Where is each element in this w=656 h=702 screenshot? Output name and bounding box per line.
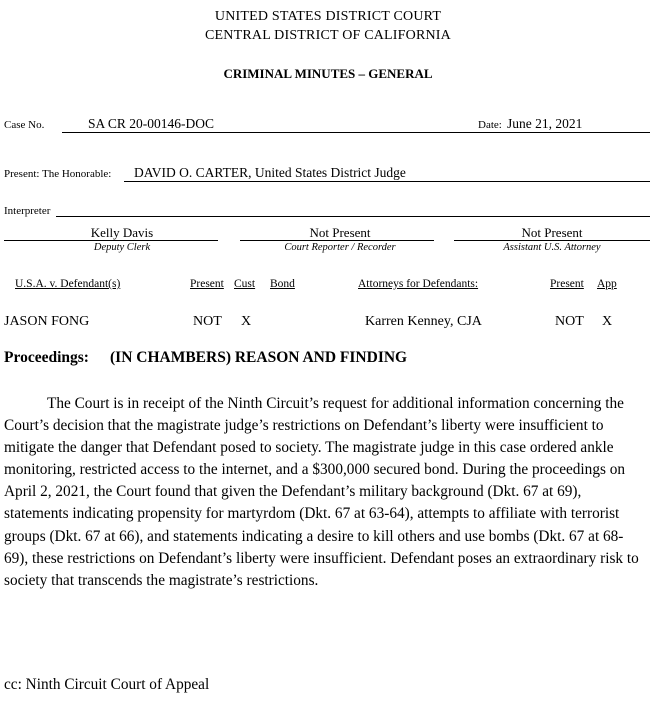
defendant-present: NOT (193, 314, 222, 329)
col-bond-header: Bond (270, 278, 295, 290)
col-attorneys-header: Attorneys for Defendants: (358, 278, 479, 290)
col-present-header: Present (190, 278, 224, 290)
cc-line: cc: Ninth Circuit Court of Appeal (4, 676, 210, 693)
minutes-title: CRIMINAL MINUTES – GENERAL (223, 66, 433, 81)
court-reporter-role: Court Reporter / Recorder (284, 242, 396, 253)
order-body-paragraph: The Court is in receipt of the Ninth Circuit’s request for additional information concerning the Court’s decision that the magistrate judge’s restrictions on Defendant’s liberty were insufficient to mitigate the danger that Defendant posed to society. The magistrate judge in this case ordered ankle monitoring, restricted access to the internet, and a $300,000 secured bond. During the proceedings on April 2, 2021, the Court found that given the Defendant’s military background (Dkt. 67 at 69), statements indicating propensity for martyrdom (Dkt. 67 at 63-64), attempts to affiliate with terrorist groups (Dkt. 67 at 66), and statements indicating a desire to kill others and use bombs (Dkt. 67 at 68-69), these restrictions on Defendant’s liberty were insufficient. Defendant poses an extraordinary risk to society that transcends the magistrate’s restrictions. (4, 395, 639, 589)
us-attorney-role: Assistant U.S. Attorney (503, 242, 601, 253)
date-label: Date: (478, 119, 502, 131)
case-no-label: Case No. (4, 119, 45, 131)
col-app-header: App (597, 278, 617, 290)
court-name: UNITED STATES DISTRICT COURT (214, 9, 442, 24)
present-label: Present: The Honorable: (4, 168, 112, 180)
court-district: CENTRAL DISTRICT OF CALIFORNIA (205, 28, 451, 43)
case-no-value: SA CR 20-00146-DOC (88, 116, 215, 131)
defendant-cust: X (241, 314, 252, 329)
us-attorney-rule (454, 240, 650, 241)
deputy-clerk-role: Deputy Clerk (93, 242, 151, 253)
col-defendant-header: U.S.A. v. Defendant(s) (15, 278, 121, 290)
interpreter-label: Interpreter (4, 205, 51, 217)
judge-name: DAVID O. CARTER, United States District Judge (134, 165, 406, 180)
deputy-clerk-name: Kelly Davis (90, 225, 154, 240)
defense-attorney: Karren Kenney, CJA (365, 314, 482, 329)
date-rule (472, 132, 650, 133)
court-reporter-rule (240, 240, 434, 241)
col-present2-header: Present (550, 278, 584, 290)
us-attorney-name: Not Present (521, 225, 583, 240)
court-reporter-name: Not Present (309, 225, 371, 240)
judge-rule (124, 181, 650, 182)
date-value: June 21, 2021 (507, 116, 583, 131)
proceedings-label: Proceedings: (4, 349, 89, 366)
proceedings-title: (IN CHAMBERS) REASON AND FINDING (110, 349, 408, 366)
attorney-app: X (602, 314, 613, 329)
attorney-present: NOT (555, 314, 584, 329)
defendant-name: JASON FONG (4, 314, 90, 329)
deputy-clerk-rule (4, 240, 218, 241)
interpreter-rule (56, 216, 650, 217)
col-cust-header: Cust (234, 278, 256, 290)
case-no-rule (62, 132, 472, 133)
